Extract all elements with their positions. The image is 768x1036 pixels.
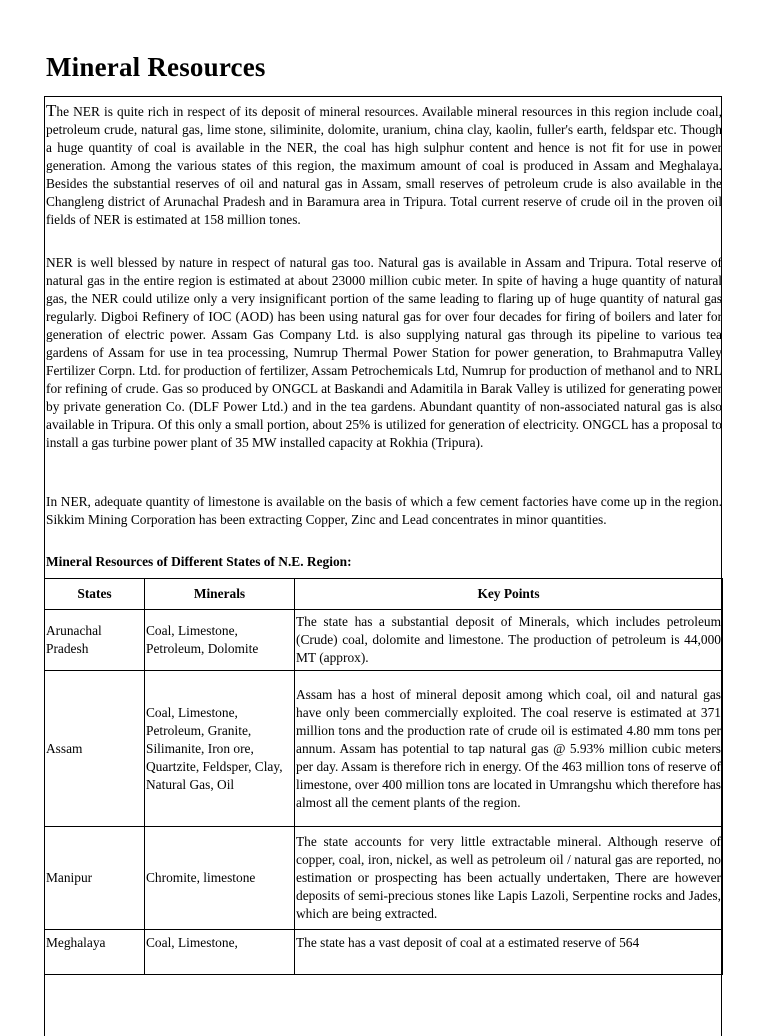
drop-letter: T: [46, 101, 57, 120]
minerals-cell: Coal, Limestone, Petroleum, Granite, Silimanite, Iron ore, Quartzite, Feldsper, Clay, Natural Gas, Oil: [145, 671, 295, 827]
paragraph-overview-text: he NER is quite rich in respect of its deposit of mineral resources. Available mineral resources in this region include coal, petroleum crude, natural gas, lime stone, siliminite, dolomite, uranium, china clay, kaolin, fuller's earth, feldspar etc. Though a huge quantity of coal is available in the NER, the coal has high sulphur content and hence is not fit for use in power generation. Among the various states of this region, the maximum amount of coal is produced in Assam and Meghalaya. Besides the substantial reserves of oil and natural gas in Assam, small reserves of petroleum crude is also available in the Changleng district of Arunachal Pradesh and in Baramura area in Tripura. Total current reserve of crude oil in the proven oil fields of NER is estimated at 158 million tones.: [46, 104, 722, 227]
table-header-row: [45, 579, 723, 610]
key-points-cell: The state has a vast deposit of coal at a estimated reserve of 564: [295, 930, 723, 975]
table-row: [45, 827, 723, 930]
mineral-resources-table: [44, 578, 723, 975]
paragraph-overview: [45, 102, 723, 229]
table-heading: Mineral Resources of Different States of N.E. Region:: [46, 554, 352, 569]
header-states: States: [45, 579, 145, 610]
page-title: Mineral Resources: [46, 52, 266, 82]
state-cell: Manipur: [45, 827, 145, 930]
table-row: [45, 671, 723, 827]
minerals-cell: Coal, Limestone, Petroleum, Dolomite: [145, 610, 295, 671]
table-row: [45, 930, 723, 975]
paragraph-limestone: In NER, adequate quantity of limestone is available on the basis of which a few cement factories have come up in the region. Sikkim Mining Corporation has been extracting Copper, Zinc and Lead concentrates in minor quantities.: [46, 494, 722, 527]
key-points-cell: The state accounts for very little extractable mineral. Although reserve of copper, coal, iron, nickel, as well as petroleum oil / natural gas are reported, no estimation or prospecting has been actually undertaken, There are however deposits of semi-precious stones like Lapis Lazoli, Serpentine rocks and Jades, which are being extracted.: [295, 827, 723, 930]
key-points-cell: Assam has a host of mineral deposit among which coal, oil and natural gas have only been commercially exploited. The coal reserve is estimated at 371 million tons and the production rate of crude oil is estimated 4.80 mm tons per annum. Assam has potential to tap natural gas @ 5.93% million cubic meters per day. Assam is therefore rich in energy. Of the 463 million tons of reserve of limestone, over 400 million tons are located in Umrangshu which therefore has almost all the cement plants of the region.: [295, 671, 723, 827]
paragraph-natural-gas: NER is well blessed by nature in respect of natural gas too. Natural gas is available in Assam and Tripura. Total reserve of natural gas in the entire region is estimated at about 23000 million cubic meter. In spite of having a huge quantity of natural gas, the NER could utilize only a very insignificant portion of the same leading to flaring up of huge quantity of natural gas regularly. Digboi Refinery of IOC (AOD) has been using natural gas for over four decades for firing of boilers and later for generation of electric power. Assam Gas Company Ltd. is also supplying natural gas through its pipeline to various tea gardens of Assam for use in tea processing, Numrup Thermal Power Station for power generation, to Brahmaputra Valley Fertilizer Corpn. Ltd. for production of fertilizer, Assam Petrochemicals Ltd, Numrup for production of methanol and to NRL for refining of crude. Gas so produced by ONGCL at Baskandi and Adamitila in Barak Valley is utilized for generating power by private generation Co. (DLF Power Ltd.) and in the tea gardens. Abundant quantity of non-associated natural gas is also available in Tripura. Of this only a small portion, about 25% is utilized for generation of electricity. ONGCL has a proposal to install a gas turbine power plant of 35 MW installed capacity at Rokhia (Tripura).: [46, 255, 722, 450]
key-points-cell: The state has a substantial deposit of Minerals, which includes petroleum (Crude) coal, dolomite and limestone. The production of petroleum is 44,000 MT (approx).: [295, 610, 723, 671]
state-cell: Assam: [45, 671, 145, 827]
state-cell: Arunachal Pradesh: [45, 610, 145, 671]
table-row: [45, 610, 723, 671]
content-box: [44, 96, 722, 1036]
minerals-cell: Coal, Limestone,: [145, 930, 295, 975]
state-cell: Meghalaya: [45, 930, 145, 975]
header-minerals: Minerals: [145, 579, 295, 610]
header-key-points: Key Points: [295, 579, 723, 610]
minerals-cell: Chromite, limestone: [145, 827, 295, 930]
